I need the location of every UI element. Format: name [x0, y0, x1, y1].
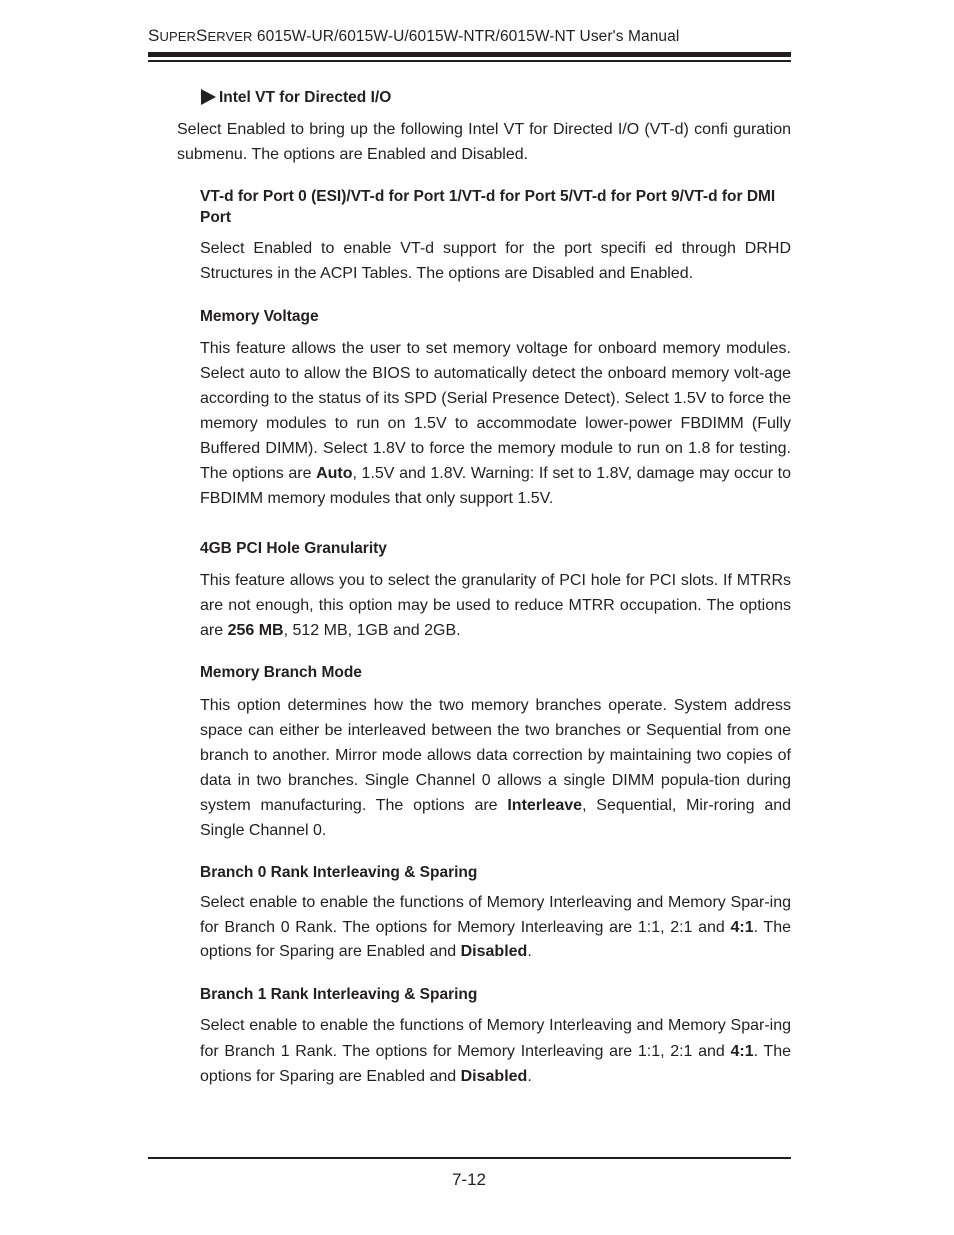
body-text: , Sequential, Mir-roring and Single Channel 0.: [200, 797, 792, 839]
body-text: Select enable to enable the functions of Memory Interleaving and Memory Spar-ing for Branch 1 Rank. The options for Memory Interleaving are 1:1, 2:1 and: [200, 1017, 791, 1060]
header-rule-thick: [148, 52, 791, 57]
header-title-part: 6015W-UR/6015W-U/6015W-NTR/6015W-NT User's Manual: [252, 28, 680, 45]
default-option: Disabled: [460, 943, 528, 960]
heading-text: Intel VT for Directed I/O: [219, 89, 392, 106]
default-option: Auto: [316, 465, 353, 482]
body-text: This feature allows the user to set memory voltage for onboard memory modules. Select auto to allow the BIOS to automatically detect the onboard memory volt-age according to the status of its SPD (Serial Presence Detect). Select 1.5V to force the memory modules to run on 1.5V to accommodate lower-power FBDIMM (Fully Buffered DIMM). Select 1.8V to force the memory module to run on 1.8 for testing. The options are: [200, 340, 791, 482]
body-text: . The options for Sparing are Enabled and: [200, 1042, 791, 1085]
footer-rule: [148, 1157, 791, 1159]
body-text: .: [527, 1068, 532, 1085]
default-option: 4:1: [730, 1042, 754, 1060]
section-heading-intel-vt: [201, 89, 391, 107]
default-option: 4:1: [730, 918, 754, 936]
body-text: This feature allows you to select the granularity of PCI hole for PCI slots. If MTRRs are not enough, this option may be used to reduce MTRR occupation. The options are: [200, 572, 791, 639]
header-rule-thin: [148, 60, 791, 62]
running-header: [148, 26, 792, 46]
section-body-branch0: [200, 891, 791, 965]
section-heading-pci-hole: 4GB PCI Hole Granularity: [200, 540, 387, 557]
default-option: Disabled: [460, 1068, 528, 1085]
section-heading-memory-voltage: Memory Voltage: [200, 308, 319, 325]
default-option: Interleave: [507, 797, 583, 814]
section-body-pci-hole: [200, 568, 791, 643]
section-body-memory-voltage: [200, 336, 791, 511]
section-body-vtd-ports: Select Enabled to enable VT-d support for the port specifi ed through DRHD Structures in the ACPI Tables. The options are Disabled and Enabled.: [200, 240, 791, 282]
header-title-part: S: [148, 26, 160, 45]
body-text: Select enable to enable the functions of Memory Interleaving and Memory Spar-ing for Branch 0 Rank. The options for Memory Interleaving are 1:1, 2:1 and: [200, 894, 791, 936]
section-body-intel-vt: Select Enabled to bring up the following Intel VT for Directed I/O (VT-d) confi guration submenu. The options are Enabled and Disabled.: [177, 121, 791, 163]
section-heading-vtd-ports: VT-d for Port 0 (ESI)/VT-d for Port 1/VT-d for Port 5/VT-d for Port 9/VT-d for DMI Port: [200, 188, 776, 226]
section-body-branch-mode: [200, 693, 791, 843]
header-title-part: S: [195, 26, 208, 45]
triangle-bullet-icon: [201, 89, 216, 105]
section-heading-branch-mode: Memory Branch Mode: [200, 664, 362, 681]
section-body-branch1: [200, 1013, 791, 1090]
body-text: .: [527, 943, 532, 960]
section-heading-branch1: Branch 1 Rank Interleaving & Sparing: [200, 986, 478, 1003]
body-text: , 1.5V and 1.8V. Warning: If set to 1.8V, damage may occur to FBDIMM memory modules that only support 1.5V.: [200, 465, 792, 507]
body-text: , 512 MB, 1GB and 2GB.: [283, 622, 461, 639]
page-number: 7-12: [451, 1170, 487, 1189]
header-title-part: UPER: [159, 29, 196, 44]
default-option: 256 MB: [227, 622, 284, 639]
header-title-part: ERVER: [207, 29, 253, 44]
body-text: . The options for Sparing are Enabled and: [200, 918, 791, 960]
section-heading-branch0: Branch 0 Rank Interleaving & Sparing: [200, 864, 478, 881]
body-text: This option determines how the two memory branches operate. System address space can either be interleaved between the two branches or Sequential from one branch to another. Mirror mode allows data correction by maintaining two copies of data in two branches. Single Channel 0 allows a single DIMM popula-tion during system manufacturing. The options are: [200, 697, 791, 814]
